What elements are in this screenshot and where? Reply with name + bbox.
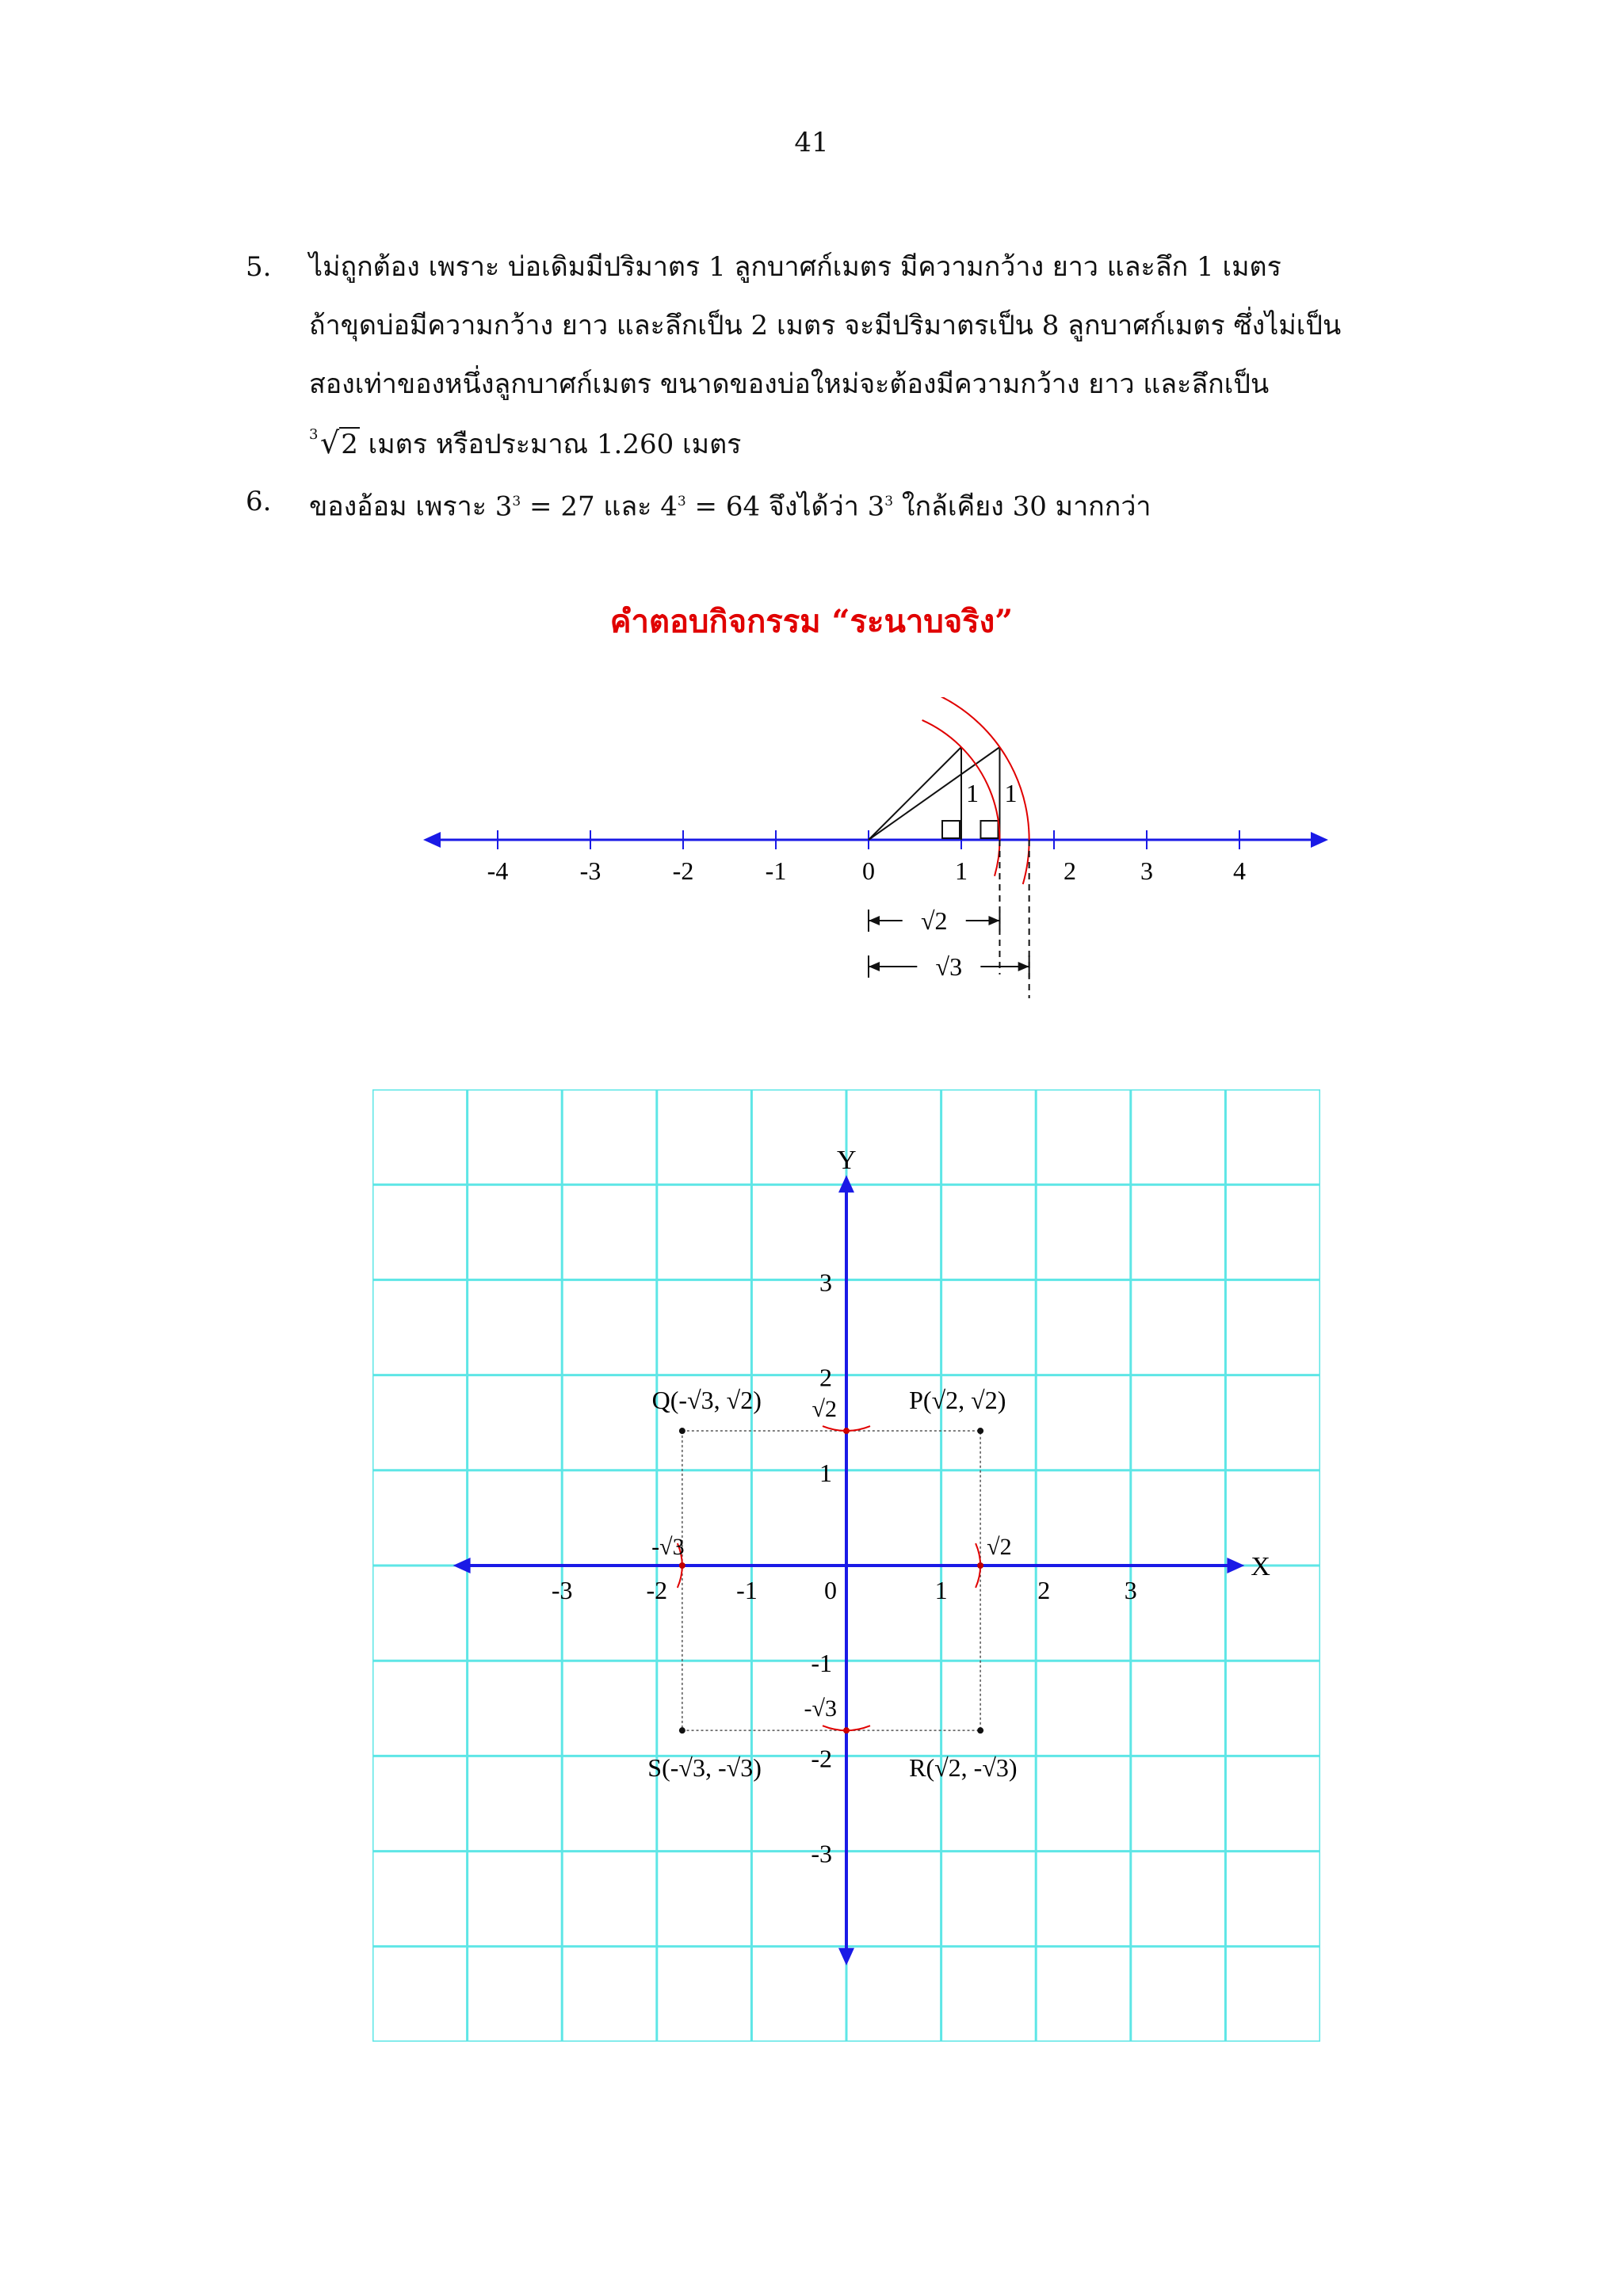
number-line-ticks bbox=[487, 830, 1246, 885]
x-tick-label: 3 bbox=[1124, 1576, 1137, 1604]
answer-line: สองเท่าของหนึ่งลูกบาศก์เมตร ขนาดของบ่อใหม่จะต้องมีความกว้าง ยาว และลึกเป็น bbox=[309, 368, 1270, 400]
y-tick-label: 2 bbox=[819, 1363, 832, 1392]
right-arrow-icon bbox=[1311, 832, 1328, 848]
unit-height-label: 1 bbox=[1004, 779, 1018, 807]
y-tick-label: -3 bbox=[811, 1839, 832, 1868]
tick-label: 0 bbox=[862, 856, 875, 885]
axis-marker-label: √2 bbox=[987, 1534, 1012, 1560]
arrowhead-icon bbox=[869, 962, 880, 971]
y-tick-label: 1 bbox=[819, 1458, 832, 1487]
number-line-figure bbox=[0, 697, 1623, 998]
point-label-r: R(√2, -√3) bbox=[909, 1753, 1018, 1783]
point-s bbox=[679, 1727, 685, 1733]
radicand: 2 bbox=[341, 429, 358, 460]
x-tick-label: -3 bbox=[551, 1576, 573, 1604]
text-fragment: = 27 และ bbox=[521, 490, 661, 523]
answer-line-rest: เมตร หรือประมาณ 1.260 เมตร bbox=[359, 429, 742, 460]
marker-dot bbox=[977, 1562, 983, 1569]
tick-label: 1 bbox=[955, 856, 968, 885]
arrowhead-icon bbox=[1018, 962, 1029, 971]
x-tick-label: 1 bbox=[934, 1576, 948, 1604]
answer-line bbox=[309, 472, 1466, 536]
answer-line: ถ้าขุดบ่อมีความกว้าง ยาว และลึกเป็น 2 เมตร จะมีปริมาตรเป็น 8 ลูกบาศก์เมตร ซึ่งไม่เป็น bbox=[309, 310, 1342, 341]
sqrt2-length-label: √2 bbox=[920, 906, 948, 935]
right-angle-icon bbox=[980, 821, 998, 838]
right-angle-icon bbox=[942, 821, 960, 838]
tick-label: -3 bbox=[579, 856, 601, 885]
tick-label: -2 bbox=[672, 856, 694, 885]
point-p bbox=[977, 1428, 983, 1434]
tick-label: 2 bbox=[1064, 856, 1076, 885]
base: 3 bbox=[867, 490, 885, 523]
tick-label: -4 bbox=[487, 856, 509, 885]
answer-number: 5. bbox=[246, 251, 272, 283]
y-tick-label: 3 bbox=[819, 1268, 832, 1297]
base: 3 bbox=[495, 490, 513, 523]
axis-markers bbox=[651, 1396, 1011, 1730]
x-tick-label: -2 bbox=[646, 1576, 668, 1604]
exponent: 3 bbox=[884, 494, 894, 509]
text-fragment: = 64 จึงได้ว่า bbox=[685, 490, 868, 523]
point-r bbox=[977, 1727, 983, 1733]
y-tick-label: -2 bbox=[811, 1744, 832, 1773]
unit-height-label: 1 bbox=[966, 779, 979, 807]
axis-marker-label: -√3 bbox=[804, 1695, 837, 1722]
sqrt3-length-label: √3 bbox=[935, 952, 963, 981]
answer-number: 6. bbox=[246, 486, 272, 517]
x-axis-right-arrow-icon bbox=[1227, 1558, 1244, 1573]
answer-line: ไม่ถูกต้อง เพราะ บ่อเดิมมีปริมาตร 1 ลูกบาศก์เมตร มีความกว้าง ยาว และลึก 1 เมตร bbox=[309, 251, 1281, 283]
point-label-q: Q(-√3, √2) bbox=[651, 1386, 762, 1415]
coordinate-plane bbox=[372, 1089, 1320, 2042]
y-axis-down-arrow-icon bbox=[838, 1948, 854, 1966]
axes bbox=[453, 1175, 1245, 1966]
marker-dot bbox=[679, 1562, 685, 1569]
text-fragment: ใกล้เคียง 30 มากกว่า bbox=[893, 490, 1151, 523]
point-label-s: S(-√3, -√3) bbox=[647, 1753, 762, 1783]
tick-label: 3 bbox=[1140, 856, 1153, 885]
root-index: 3 bbox=[309, 426, 319, 443]
point-label-p: P(√2, √2) bbox=[909, 1386, 1006, 1415]
radical-sign-icon: √ bbox=[320, 425, 340, 460]
x-tick-label: 0 bbox=[824, 1576, 837, 1604]
base: 4 bbox=[660, 490, 678, 523]
left-arrow-icon bbox=[423, 832, 441, 848]
cube-root bbox=[309, 414, 360, 474]
x-axis-label: X bbox=[1251, 1552, 1270, 1581]
y-axis-label: Y bbox=[837, 1146, 857, 1176]
x-axis-left-arrow-icon bbox=[453, 1558, 471, 1573]
hypotenuse-sqrt2 bbox=[869, 747, 961, 840]
answer-line-cube-root bbox=[309, 414, 1466, 474]
tick-label: 4 bbox=[1233, 856, 1246, 885]
exponent: 3 bbox=[512, 494, 521, 509]
activity-answer-heading: คำตอบกิจกรรม “ระนาบจริง” bbox=[609, 603, 1014, 640]
arrowhead-icon bbox=[988, 916, 999, 925]
x-tick-label: 2 bbox=[1037, 1576, 1051, 1604]
tick-label: -1 bbox=[765, 856, 787, 885]
exponent: 3 bbox=[677, 494, 686, 509]
x-tick-label: -1 bbox=[736, 1576, 758, 1604]
axis-marker-label: -√3 bbox=[651, 1534, 685, 1560]
text-fragment: ของอ้อม เพราะ bbox=[309, 490, 495, 523]
y-tick-label: -1 bbox=[811, 1649, 832, 1678]
tick-labels bbox=[552, 1268, 1137, 1867]
point-q bbox=[679, 1428, 685, 1434]
axis-marker-label: √2 bbox=[812, 1396, 837, 1423]
page-number: 41 bbox=[794, 127, 829, 158]
arrowhead-icon bbox=[869, 916, 880, 925]
